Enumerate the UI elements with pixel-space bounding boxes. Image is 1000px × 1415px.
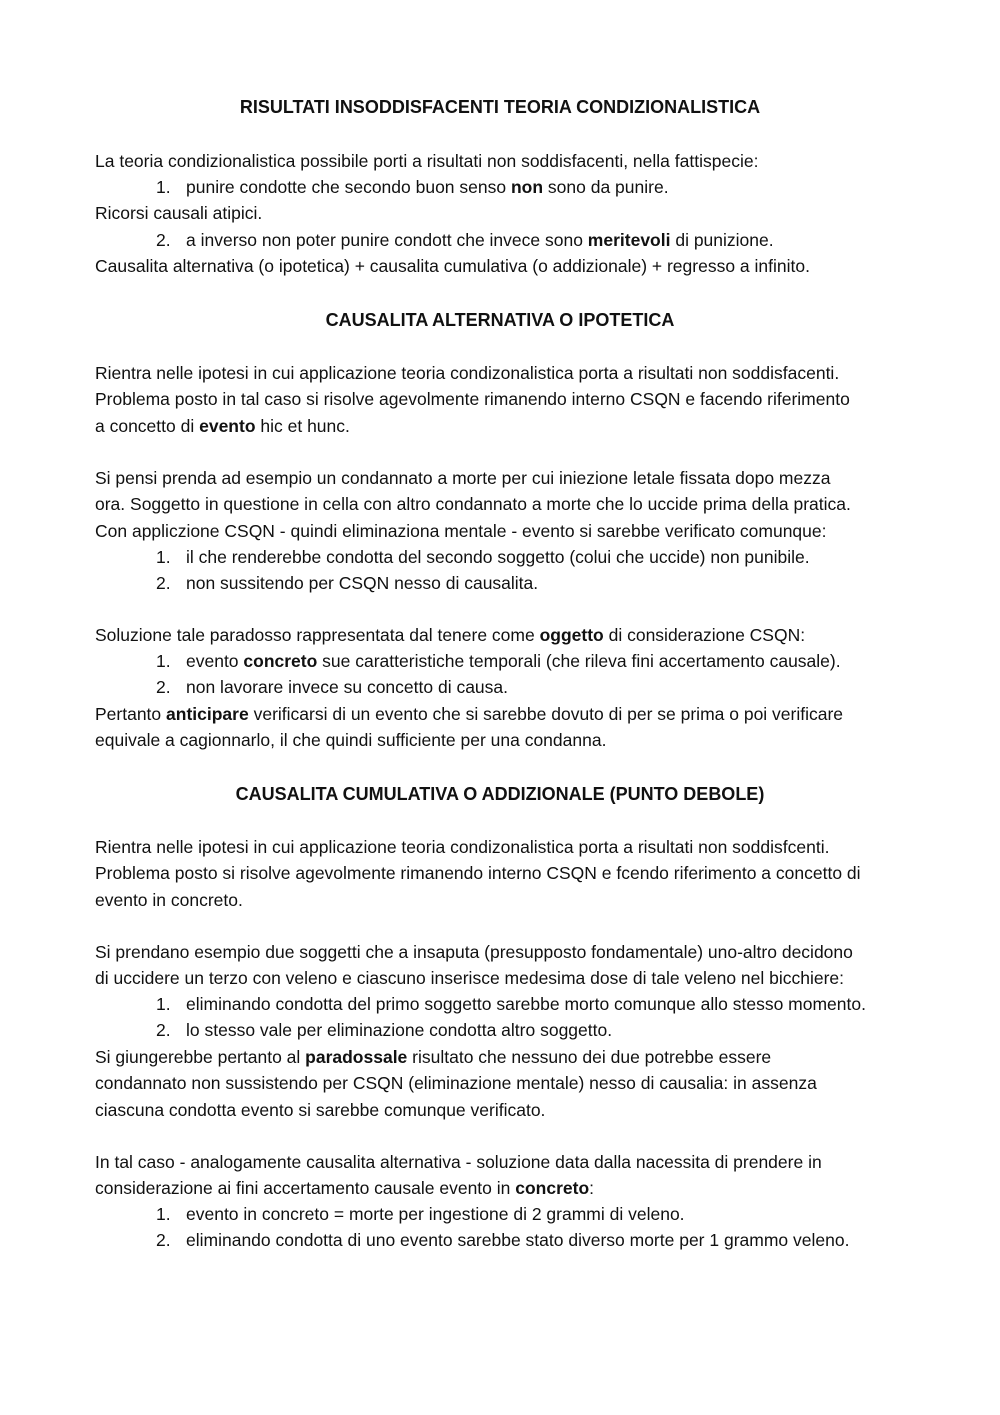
paragraph-paradossale: Si giungerebbe pertanto al paradossale risultato che nessuno dei due potrebbe essere condannato non sussistendo per CSQN (eliminazione mentale) nesso di causalia: in assenza ciascuna condotta evento si sarebbe comunque verificato. (95, 1047, 817, 1120)
list-item: 1. evento concreto sue caratteristiche temporali (che rileva fini accertamento causale). (156, 651, 841, 671)
list-cumulativa-2 (95, 1201, 925, 1254)
heading-risultati-insoddisfacenti: RISULTATI INSODDISFACENTI TEORIA CONDIZIONALISTICA (239, 97, 761, 117)
paragraph-soluzione: Soluzione tale paradosso rappresentata dal tenere come oggetto di considerazione CSQN: (95, 625, 806, 645)
list-alternativa-2 (95, 648, 925, 701)
note-ricorsi-causali: Ricorsi causali atipici. (95, 203, 263, 223)
list-insoddisfacenti-1 (95, 174, 925, 200)
paragraph-alternativa-2: Si pensi prenda ad esempio un condannato a morte per cui iniezione letale fissata dopo mezza ora. Soggetto in questione in cella con altro condannato a morte che lo uccide prima della pratica. Con appliczione CSQN - quindi eliminaziona mentale - evento si sarebbe verificato comunque: (95, 468, 851, 541)
heading-causalita-cumulativa: CAUSALITA CUMULATIVA O ADDIZIONALE (PUNTO DEBOLE) (235, 784, 765, 804)
list-item: 1. punire condotte che secondo buon senso non sono da punire. (156, 177, 669, 197)
intro-paragraph: La teoria condizionalistica possibile porti a risultati non soddisfacenti, nella fattispecie: (95, 151, 759, 171)
paragraph-pertanto: Pertanto anticipare verificarsi di un evento che si sarebbe dovuto di per se prima o poi verificare equivale a cagionnarlo, il che quindi sufficiente per una condanna. (95, 704, 844, 751)
list-insoddisfacenti-2 (95, 227, 925, 253)
list-item: 2. non sussitendo per CSQN nesso di causalita. (156, 573, 539, 594)
list-item: 2. lo stesso vale per eliminazione condotta altro soggetto. (156, 1020, 613, 1041)
list-item: 2. eliminando condotta di uno evento sarebbe stato diverso morte per 1 grammo veleno. (156, 1230, 850, 1251)
list-item: 1. il che renderebbe condotta del secondo soggetto (colui che uccide) non punibile. (156, 547, 810, 567)
list-cumulativa-1 (95, 991, 925, 1044)
list-item: 1. evento in concreto = morte per ingestione di 2 grammi di veleno. (156, 1204, 685, 1224)
paragraph-cumulativa-1: Rientra nelle ipotesi in cui applicazione teoria condizonalistica porta a risultati non soddisfcenti. Problema posto si risolve agevolmente rimanendo interno CSQN e fcendo riferimento a concetto di evento in concreto. (95, 837, 861, 910)
list-item: 1. eliminando condotta del primo soggetto sarebbe morto comunque allo stesso momento. (156, 994, 866, 1014)
heading-causalita-alternativa: CAUSALITA ALTERNATIVA O IPOTETICA (325, 310, 675, 330)
paragraph-alternativa-1: Rientra nelle ipotesi in cui applicazione teoria condizonalistica porta a risultati non soddisfacenti. Problema posto in tal caso si risolve agevolmente rimanendo interno CSQN e facendo riferimento a concetto di evento hic et hunc. (95, 363, 850, 436)
list-item: 2. non lavorare invece su concetto di causa. (156, 677, 508, 698)
list-item: 2. a inverso non poter punire condott che invece sono meritevoli di punizione. (156, 230, 774, 250)
note-causalita: Causalita alternativa (o ipotetica) + causalita cumulativa (o addizionale) + regresso a infinito. (95, 256, 810, 276)
list-alternativa-1 (95, 544, 925, 597)
paragraph-cumulativa-2: Si prendano esempio due soggetti che a insaputa (presupposto fondamentale) uno-altro decidono di uccidere un terzo con veleno e ciascuno inserisce medesima dose di tale veleno nel bicchiere: (95, 942, 853, 989)
paragraph-in-tal-caso: In tal caso - analogamente causalita alternativa - soluzione data dalla nacessita di prendere in considerazione ai fini accertamento causale evento in concreto: (95, 1152, 822, 1199)
